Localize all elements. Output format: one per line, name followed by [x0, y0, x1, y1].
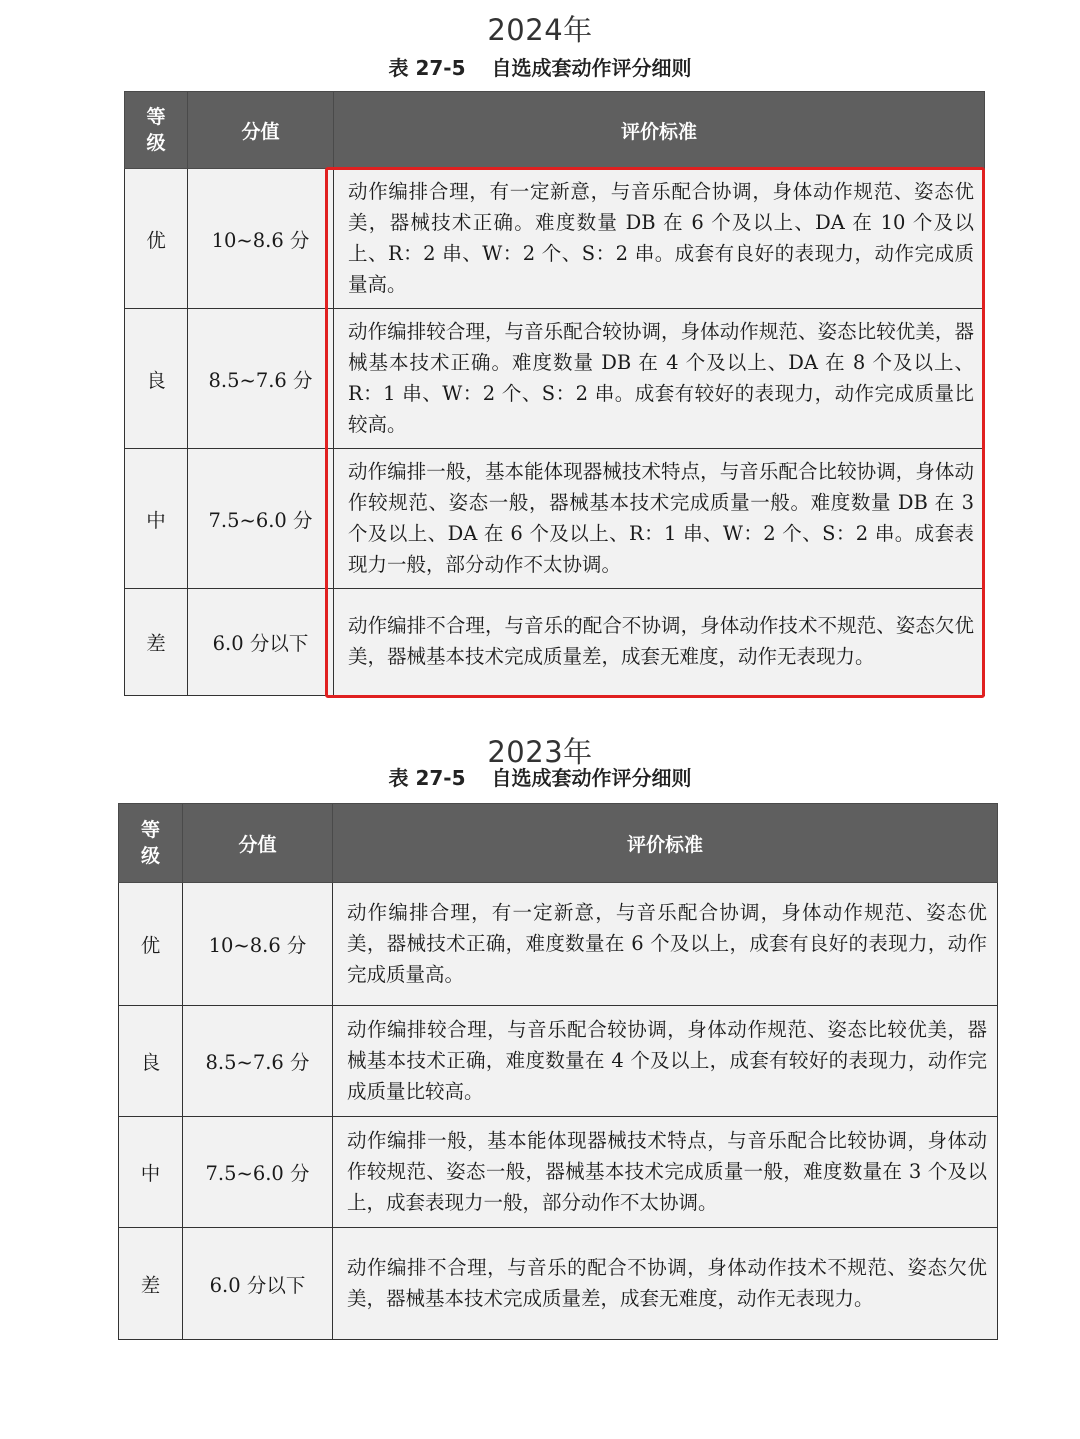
- header-score: 分值: [183, 804, 333, 883]
- criteria-cell: 动作编排不合理，与音乐的配合不协调，身体动作技术不规范、姿态欠优美，器械基本技术完成质量差，成套无难度，动作无表现力。: [334, 589, 985, 696]
- criteria-cell: 动作编排不合理，与音乐的配合不协调，身体动作技术不规范、姿态欠优美，器械基本技术完成质量差，成套无难度，动作无表现力。: [333, 1228, 998, 1340]
- criteria-cell: 动作编排一般，基本能体现器械技术特点，与音乐配合比较协调，身体动作较规范、姿态一般，器械基本技术完成质量一般，难度数量在 3 个及以上，成套表现力一般，部分动作不太协调。: [333, 1117, 998, 1228]
- header-grade: 等 级: [119, 804, 183, 883]
- caption-title: 自选成套动作评分细则: [491, 766, 692, 790]
- header-criteria: 评价标准: [333, 804, 998, 883]
- grade-cell: 优: [125, 169, 188, 309]
- caption-title: 自选成套动作评分细则: [491, 56, 692, 80]
- score-cell: 8.5~7.6 分: [188, 309, 334, 449]
- grade-cell: 差: [125, 589, 188, 696]
- grade-cell: 中: [125, 449, 188, 589]
- score-cell: 8.5~7.6 分: [183, 1006, 333, 1117]
- score-cell: 6.0 分以下: [183, 1228, 333, 1340]
- table-row: [125, 309, 985, 449]
- scoring-table-2023: [118, 803, 998, 1340]
- table-row: [119, 1228, 998, 1340]
- table-row: [119, 1006, 998, 1117]
- score-cell: 6.0 分以下: [188, 589, 334, 696]
- criteria-cell: 动作编排一般，基本能体现器械技术特点，与音乐配合比较协调，身体动作较规范、姿态一般，器械基本技术完成质量一般。难度数量 DB 在 3 个及以上、DA 在 6 个及以上、R：1 串、W：2 个、S：2 串。成套表现力一般，部分动作不太协调。: [334, 449, 985, 589]
- grade-cell: 良: [119, 1006, 183, 1117]
- criteria-cell: 动作编排合理，有一定新意，与音乐配合协调，身体动作规范、姿态优美，器械技术正确，难度数量在 6 个及以上，成套有良好的表现力，动作完成质量高。: [333, 883, 998, 1006]
- criteria-cell: 动作编排合理，有一定新意，与音乐配合协调，身体动作规范、姿态优美，器械技术正确。难度数量 DB 在 6 个及以上、DA 在 10 个及以上、R：2 串、W：2 个、S：2 串。成套有良好的表现力，动作完成质量高。: [334, 169, 985, 309]
- table-caption-2024: [0, 52, 1080, 81]
- year-title-2023: 2023年: [487, 735, 593, 769]
- score-cell: 10~8.6 分: [188, 169, 334, 309]
- criteria-cell: 动作编排较合理，与音乐配合较协调，身体动作规范、姿态比较优美，器械基本技术正确，难度数量在 4 个及以上，成套有较好的表现力，动作完成质量比较高。: [333, 1006, 998, 1117]
- table-row: [125, 589, 985, 696]
- score-cell: 10~8.6 分: [183, 883, 333, 1006]
- grade-cell: 中: [119, 1117, 183, 1228]
- grade-cell: 良: [125, 309, 188, 449]
- table-row: [119, 1117, 998, 1228]
- scoring-table-2024: [124, 91, 985, 696]
- table-header-row: [119, 804, 998, 883]
- grade-cell: 优: [119, 883, 183, 1006]
- header-grade: 等 级: [125, 92, 188, 169]
- table-row: [125, 449, 985, 589]
- table-caption-2023: [0, 762, 1080, 791]
- table-row: [119, 883, 998, 1006]
- criteria-cell: 动作编排较合理，与音乐配合较协调，身体动作规范、姿态比较优美，器械基本技术正确。难度数量 DB 在 4 个及以上、DA 在 8 个及以上、R：1 串、W：2 个、S：2 串。成套有较好的表现力，动作完成质量比较高。: [334, 309, 985, 449]
- table-header-row: [125, 92, 985, 169]
- caption-number: 表 27-5: [388, 56, 466, 80]
- header-score: 分值: [188, 92, 334, 169]
- score-cell: 7.5~6.0 分: [188, 449, 334, 589]
- score-cell: 7.5~6.0 分: [183, 1117, 333, 1228]
- grade-cell: 差: [119, 1228, 183, 1340]
- caption-number: 表 27-5: [388, 766, 466, 790]
- year-title-2024: 2024年: [487, 13, 593, 47]
- table-row: [125, 169, 985, 309]
- header-criteria: 评价标准: [334, 92, 985, 169]
